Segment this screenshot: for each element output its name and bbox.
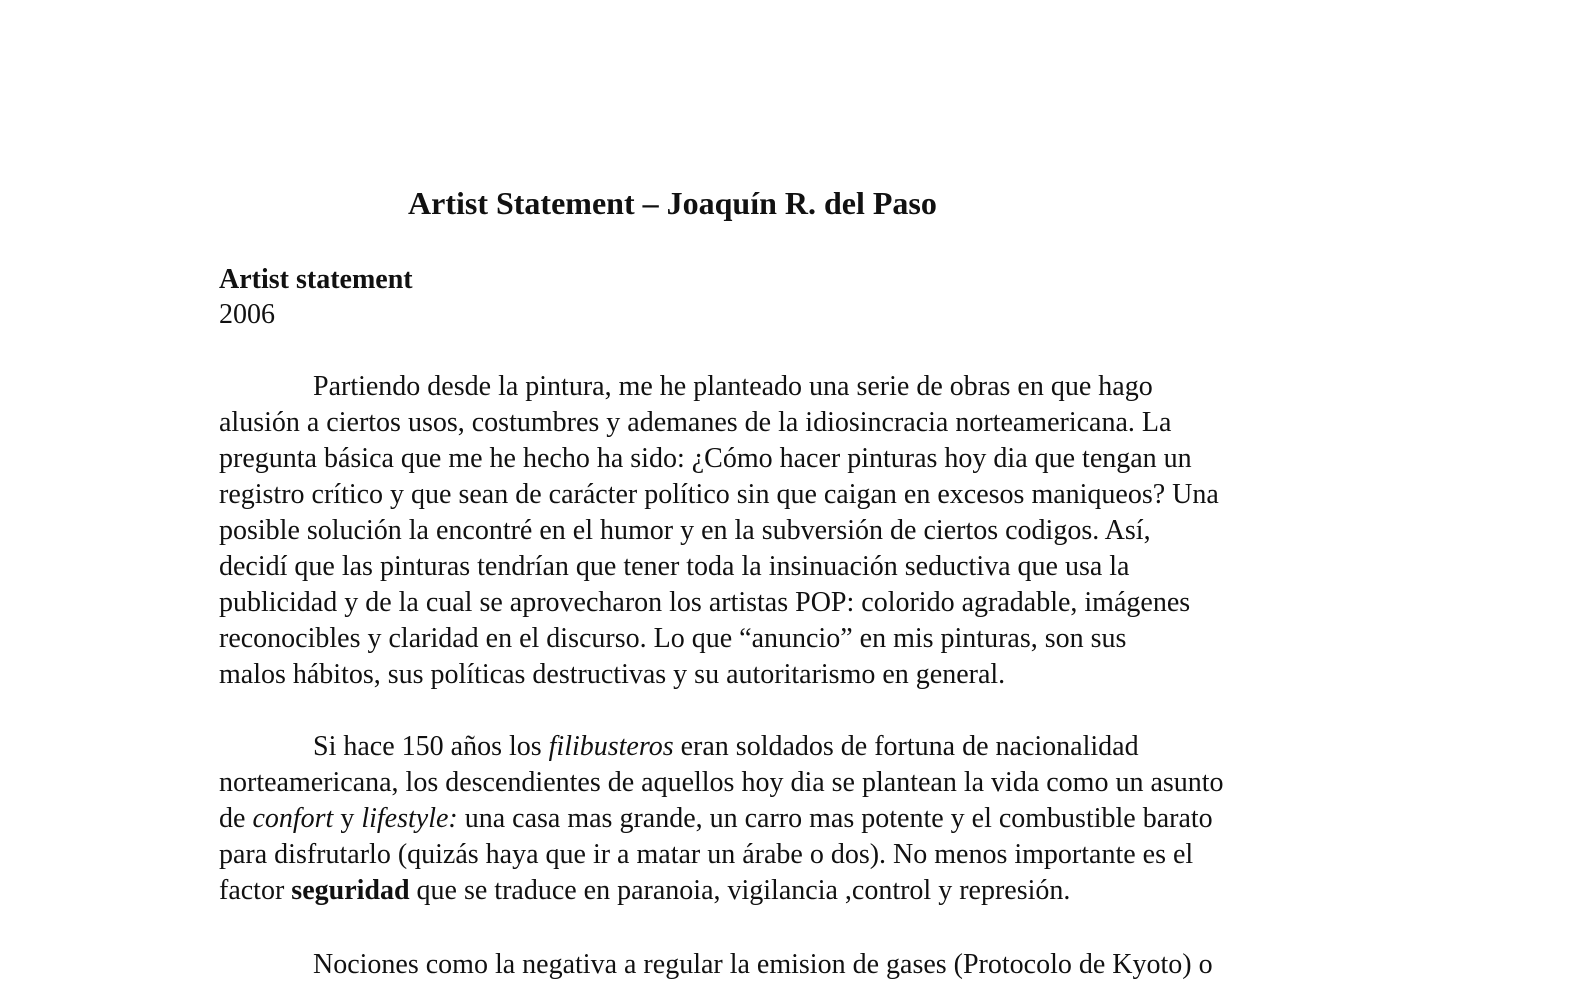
text-run: que se traduce en paranoia, vigilancia ,control y represión. <box>409 875 1071 906</box>
paragraph-line: pregunta básica que me he hecho ha sido: ¿Cómo hacer pinturas hoy dia que tengan un <box>219 443 1192 474</box>
paragraph-1 <box>219 369 1359 693</box>
paragraph-line: decidí que las pinturas tendrían que tener toda la insinuación seductiva que usa la <box>219 551 1130 582</box>
italic-term-lifestyle: lifestyle: <box>361 803 458 834</box>
section-year: 2006 <box>219 299 275 330</box>
paragraph-line: publicidad y de la cual se aprovecharon los artistas POP: colorido agradable, imágenes <box>219 587 1191 618</box>
italic-term-filibusteros: filibusteros <box>548 731 674 762</box>
paragraph-3 <box>219 947 1359 983</box>
section-heading: Artist statement <box>219 264 413 295</box>
paragraph-line <box>219 873 1359 909</box>
text-run: una casa mas grande, un carro mas potente y el combustible barato <box>457 803 1213 834</box>
paragraph-2 <box>219 729 1359 909</box>
text-run: de <box>219 803 253 834</box>
bold-term-seguridad: seguridad <box>291 875 410 906</box>
document-title: Artist Statement – Joaquín R. del Paso <box>408 185 937 221</box>
text-run: y <box>333 803 362 834</box>
paragraph-line <box>219 729 1359 765</box>
paragraph-line: para disfrutarlo (quizás haya que ir a matar un árabe o dos). No menos importante es el <box>219 839 1194 870</box>
paragraph-line: reconocibles y claridad en el discurso. Lo que “anuncio” en mis pinturas, son sus <box>219 623 1127 654</box>
paragraph-line: norteamericana, los descendientes de aquellos hoy dia se plantean la vida como un asunto <box>219 767 1224 798</box>
paragraph-line: Nociones como la negativa a regular la emision de gases (Protocolo de Kyoto) o <box>313 949 1213 980</box>
paragraph-line: registro crítico y que sean de carácter político sin que caigan en excesos maniqueos? Una <box>219 479 1219 510</box>
paragraph-line: Partiendo desde la pintura, me he planteado una serie de obras en que hago <box>313 371 1153 402</box>
paragraph-line: malos hábitos, sus políticas destructivas y su autoritarismo en general. <box>219 659 1006 690</box>
text-run: factor <box>219 875 292 906</box>
paragraph-line: alusión a ciertos usos, costumbres y ademanes de la idiosincracia norteamericana. La <box>219 407 1172 438</box>
italic-term-confort: confort <box>252 803 334 834</box>
text-run: eran soldados de fortuna de nacionalidad <box>673 731 1139 762</box>
text-run: Si hace 150 años los <box>313 731 549 762</box>
paragraph-line: posible solución la encontré en el humor y en la subversión de ciertos codigos. Así, <box>219 515 1151 546</box>
paragraph-line <box>219 801 1359 837</box>
